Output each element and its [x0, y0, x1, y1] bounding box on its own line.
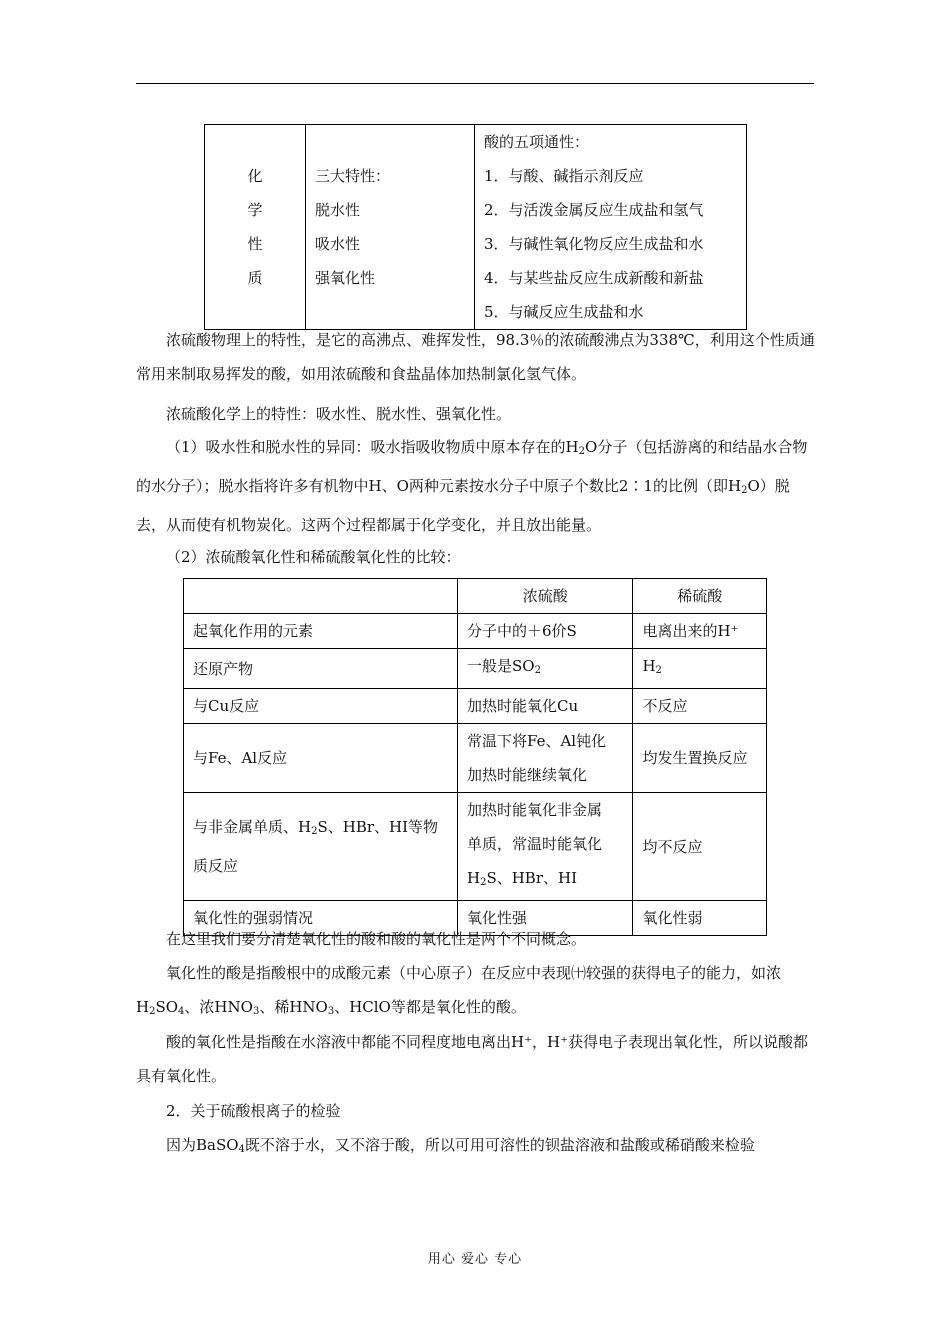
text: 、稀HNO: [259, 998, 328, 1016]
list-item: 酸的五项通性：: [484, 133, 590, 151]
paragraph: [136, 956, 816, 1029]
table-cell: 加热时能氧化Cu: [457, 689, 632, 724]
subscript: 2: [311, 826, 318, 837]
paragraph: 在这里我们要分清楚氧化性的酸和酸的氧化性是两个不同概念。: [166, 930, 587, 948]
category-char: 性: [247, 235, 263, 253]
table-cell: 氧化性弱: [633, 901, 767, 936]
text: S、HBr、HI等物: [317, 818, 439, 836]
category-char: 化: [247, 167, 263, 185]
list-item: 吸水性: [315, 235, 361, 253]
table-cell: 与Fe、Al反应: [184, 724, 458, 793]
text: S、HBr、HI: [486, 869, 578, 887]
table-cell: 均不反应: [633, 793, 767, 901]
list-item: 三大特性：: [315, 167, 391, 185]
subscript: 2: [578, 446, 586, 457]
acid-properties-cell: [475, 125, 747, 330]
table-row: [184, 579, 767, 614]
table-row: [184, 689, 767, 724]
list-item: 1．与酸、碱指示剂反应: [484, 167, 644, 185]
special-properties-cell: [306, 125, 475, 330]
list-item: 3．与碱性氧化物反应生成盐和水: [484, 235, 704, 253]
list-item: 5．与碱反应生成盐和水: [484, 303, 644, 321]
list-item: 强氧化性: [315, 269, 376, 287]
table-row: [184, 793, 767, 901]
paragraph: 酸的氧化性是指酸在水溶液中都能不同程度地电离出H⁺，H⁺获得电子表现出氧化性，所以说酸都具有氧化性。: [136, 1033, 809, 1085]
table-cell: [633, 649, 767, 689]
text-line: 常温下将Fe、Al钝化: [466, 732, 607, 750]
text: 、HClO等都是氧化性的酸。: [334, 998, 526, 1016]
list-item: 脱水性: [315, 201, 361, 219]
text: O分子（包括游离的和结晶水合物的水分子）；脱水指将许多有机物中H、O两种元素按水分子中原子个数比2∶1的比例（即H: [136, 438, 808, 495]
text: 既不溶于水，又不溶于酸，所以可用可溶性的钡盐溶液和盐酸或稀硝酸来检验: [244, 1136, 755, 1154]
text-line: 加热时能继续氧化: [466, 766, 587, 784]
text: 、浓HNO: [184, 998, 253, 1016]
table-row: [184, 614, 767, 649]
subscript: 3: [327, 1006, 335, 1017]
paragraph: [136, 430, 816, 542]
subscript: 3: [252, 1006, 260, 1017]
list-item: 4．与某些盐反应生成新酸和新盐: [484, 269, 704, 287]
subscript: 2: [149, 1006, 156, 1017]
table-row: [184, 649, 767, 689]
text-line: [467, 861, 623, 900]
table-cell: 氧化性的强弱情况: [184, 901, 458, 936]
table-cell: 氧化性强: [457, 901, 632, 936]
paragraph: 浓硫酸物理上的特性，是它的高沸点、难挥发性，98.3％的浓硫酸沸点为338℃，利用这个性质通常用来制取易挥发的酸，如用浓硫酸和食盐晶体加热制氯化氢气体。: [136, 331, 815, 383]
table-cell: 还原产物: [184, 649, 458, 689]
paragraph: 2．关于硫酸根离子的检验: [166, 1102, 341, 1120]
table-cell: [457, 724, 632, 793]
table-cell: 与Cu反应: [184, 689, 458, 724]
subscript: 2: [655, 665, 662, 676]
table-cell: 电离出来的H⁺: [633, 614, 767, 649]
list-item: 2．与活泼金属反应生成盐和氢气: [484, 201, 704, 219]
header-cell: [184, 579, 458, 614]
paragraph: [136, 1128, 816, 1167]
text: （1）吸水性和脱水性的异同：吸水指吸收物质中原本存在的H: [166, 438, 579, 456]
text: H: [466, 869, 481, 887]
subscript: 2: [534, 665, 541, 676]
subscript: 4: [178, 1006, 185, 1017]
paragraph: 浓硫酸化学上的特性：吸水性、脱水性、强氧化性。: [166, 405, 512, 423]
text: 质反应: [193, 857, 239, 875]
subscript: 2: [480, 877, 487, 888]
text: 与非金属单质、H: [193, 818, 312, 836]
text: 因为BaSO: [166, 1136, 239, 1154]
table-cell: 分子中的＋6价S: [457, 614, 632, 649]
text: H: [642, 657, 656, 675]
table-cell: [457, 649, 632, 689]
category-char: 质: [247, 269, 263, 287]
header-rule: [136, 83, 814, 84]
category-cell: [205, 125, 306, 330]
subscript: 4: [238, 1144, 245, 1155]
chemical-properties-table: [204, 124, 747, 330]
text: O）脱去，从而使有机物炭化。这两个过程都属于化学变化，并且放出能量。: [136, 477, 790, 534]
oxidation-comparison-table: [183, 578, 767, 936]
text: SO: [155, 998, 179, 1016]
table-cell: [457, 793, 632, 901]
table-cell: [184, 793, 458, 901]
text: 一般是SO: [466, 657, 535, 675]
text-line: 加热时能氧化非金属: [466, 801, 602, 819]
category-char: 学: [247, 201, 263, 219]
page-footer: 用心 爱心 专心: [427, 1252, 523, 1267]
paragraph: （2）浓硫酸氧化性和稀硫酸氧化性的比较：: [166, 548, 461, 566]
table-row: [184, 724, 767, 793]
text: 氧化性的酸是指酸根中的成酸元素（中心原子）在反应中表现㈩较强的获得电子的能力，如浓H: [136, 964, 782, 1016]
subscript: 2: [741, 485, 748, 496]
table-cell: 不反应: [633, 689, 767, 724]
table-cell: 起氧化作用的元素: [184, 614, 458, 649]
text-line: 单质，常温时能氧化: [466, 835, 602, 853]
header-cell: 浓硫酸: [457, 579, 632, 614]
table-cell: 均发生置换反应: [633, 724, 767, 793]
table-row: [205, 125, 747, 330]
header-cell: 稀硫酸: [633, 579, 767, 614]
